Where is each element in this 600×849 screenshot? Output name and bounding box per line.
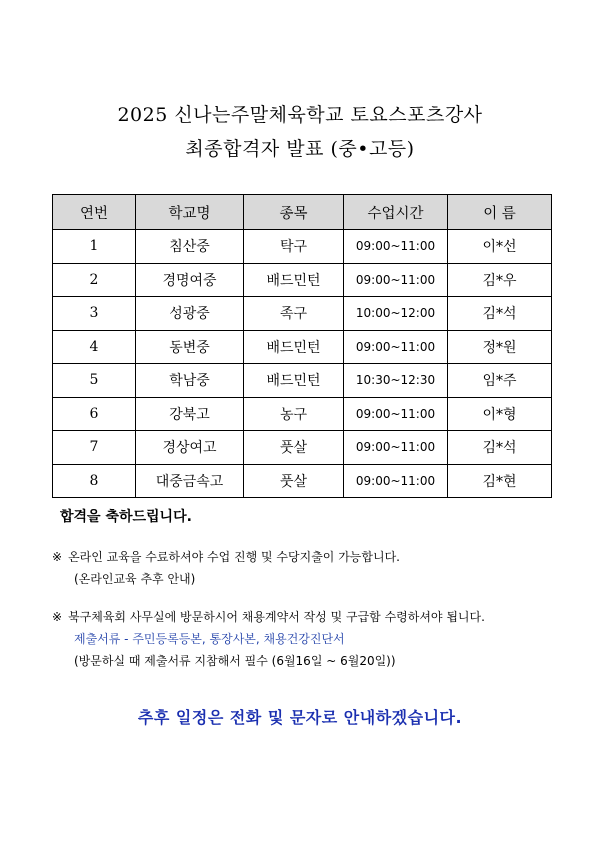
table-row	[53, 364, 552, 398]
cell-number: 4	[53, 330, 136, 364]
cell-sport: 배드민턴	[244, 364, 344, 398]
note-1-line-2: (온라인교육 추후 안내)	[74, 572, 196, 586]
table-row	[53, 263, 552, 297]
required-documents: 제출서류 - 주민등록등본, 통장사본, 채용건강진단서	[74, 632, 345, 646]
note-2-mark: ※	[52, 610, 63, 624]
cell-school: 학남중	[136, 364, 244, 398]
table-row	[53, 397, 552, 431]
cell-school: 경명여중	[136, 263, 244, 297]
header-class-time: 수업시간	[344, 195, 448, 230]
cell-class-time: 09:00~11:00	[344, 330, 448, 364]
final-notice: 추후 일정은 전화 및 문자로 안내하겠습니다.	[137, 708, 463, 727]
note-1-text: 온라인 교육을 수료하셔야 수업 진행 및 수당지출이 가능합니다.	[68, 550, 400, 564]
table-row	[53, 330, 552, 364]
table-row	[53, 464, 552, 498]
cell-class-time: 09:00~11:00	[344, 263, 448, 297]
table-row	[53, 297, 552, 331]
cell-sport: 풋살	[244, 431, 344, 465]
cell-school: 경상여고	[136, 431, 244, 465]
cell-class-time: 09:00~11:00	[344, 230, 448, 264]
cell-sport: 배드민턴	[244, 330, 344, 364]
cell-class-time: 09:00~11:00	[344, 464, 448, 498]
cell-class-time: 10:30~12:30	[344, 364, 448, 398]
cell-name: 이*선	[448, 230, 552, 264]
cell-sport: 풋살	[244, 464, 344, 498]
header-school: 학교명	[136, 195, 244, 230]
cell-school: 성광중	[136, 297, 244, 331]
cell-number: 3	[53, 297, 136, 331]
cell-sport: 족구	[244, 297, 344, 331]
congratulations-text: 합격을 축하드립니다.	[60, 509, 192, 525]
cell-number: 2	[53, 263, 136, 297]
header-number: 연번	[53, 195, 136, 230]
cell-class-time: 09:00~11:00	[344, 431, 448, 465]
cell-sport: 탁구	[244, 230, 344, 264]
cell-class-time: 10:00~12:00	[344, 297, 448, 331]
cell-school: 대중금속고	[136, 464, 244, 498]
cell-number: 5	[53, 364, 136, 398]
cell-class-time: 09:00~11:00	[344, 397, 448, 431]
note-1-mark: ※	[52, 550, 63, 564]
cell-number: 8	[53, 464, 136, 498]
cell-school: 침산중	[136, 230, 244, 264]
cell-number: 7	[53, 431, 136, 465]
cell-name: 김*석	[448, 297, 552, 331]
cell-name: 이*형	[448, 397, 552, 431]
note-2-line-1	[52, 608, 485, 625]
title-line-1: 2025 신나는주말체육학교 토요스포츠강사	[117, 104, 483, 126]
note-1-line-1	[52, 548, 400, 565]
cell-sport: 배드민턴	[244, 263, 344, 297]
table-row	[53, 431, 552, 465]
cell-number: 1	[53, 230, 136, 264]
visit-period-note: (방문하실 때 제출서류 지참해서 필수 (6월16일 ~ 6월20일))	[74, 654, 396, 668]
results-table	[52, 194, 552, 498]
cell-sport: 농구	[244, 397, 344, 431]
cell-name: 김*석	[448, 431, 552, 465]
title-line-2: 최종합격자 발표 (중•고등)	[185, 138, 415, 160]
table-header-row	[53, 195, 552, 230]
cell-name: 김*우	[448, 263, 552, 297]
cell-school: 동변중	[136, 330, 244, 364]
cell-name: 정*원	[448, 330, 552, 364]
cell-name: 김*현	[448, 464, 552, 498]
table-row	[53, 230, 552, 264]
header-sport: 종목	[244, 195, 344, 230]
note-2-text: 북구체육회 사무실에 방문하시어 채용계약서 작성 및 구급함 수령하셔야 됩니다.	[68, 610, 485, 624]
header-name: 이 름	[448, 195, 552, 230]
cell-name: 임*주	[448, 364, 552, 398]
cell-number: 6	[53, 397, 136, 431]
cell-school: 강북고	[136, 397, 244, 431]
